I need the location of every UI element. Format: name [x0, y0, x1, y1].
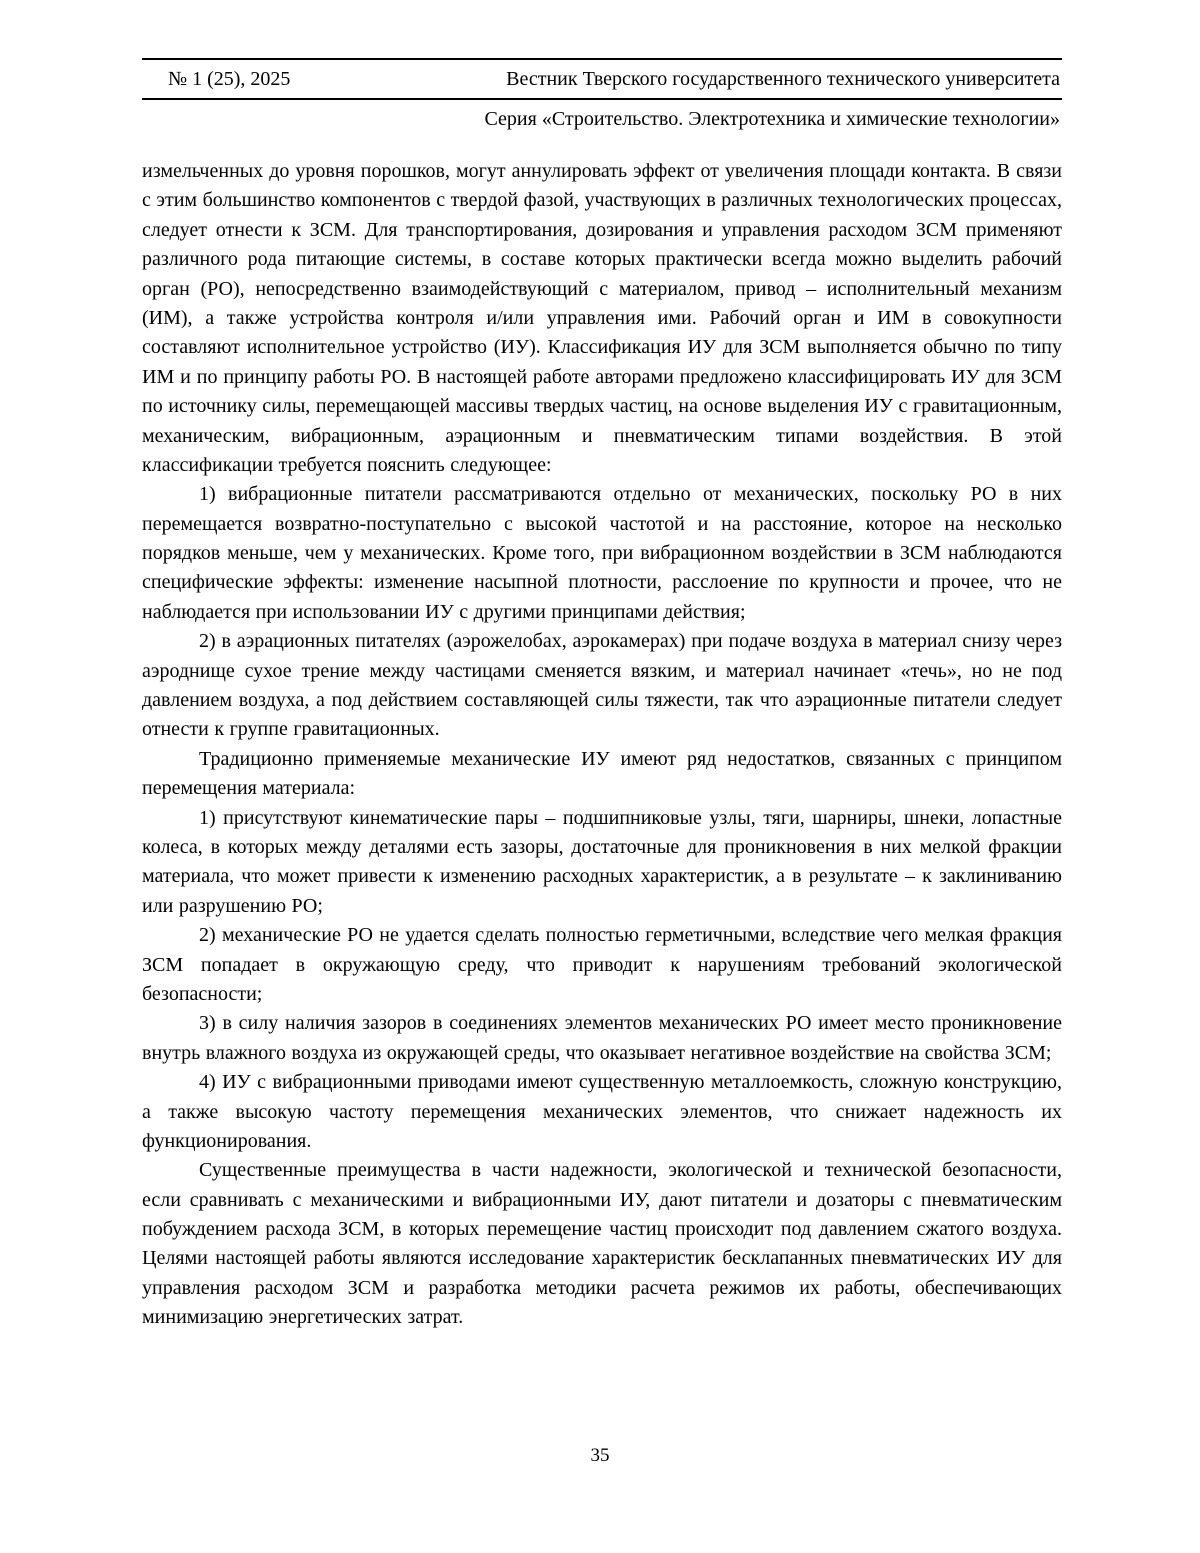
paragraph: 1) вибрационные питатели рассматриваются отдельно от механических, поскольку РО в них перемещается возвратно-поступательно с высокой частотой и на расстояние, которое на несколько порядков меньше, чем у механических. Кроме того, при вибрационном воздействии в ЗСМ наблюдаются специфические эффекты: изменение насыпной плотности, расслоение по крупности и прочее, что не наблюдается при использовании ИУ с другими принципами действия; — [142, 483, 1062, 623]
journal-series-row — [142, 100, 1062, 131]
page-number: 35 — [590, 1445, 610, 1466]
paragraph: 2) механические РО не удается сделать полностью герметичными, вследствие чего мелкая фракция ЗСМ попадает в окружающую среду, что приводит к нарушениям требований экологической безопасности; — [142, 924, 1062, 1005]
paragraph: 1) присутствуют кинематические пары – подшипниковые узлы, тяги, шарниры, шнеки, лопастные колеса, в которых между деталями есть зазоры, достаточные для проникновения в них мелкой фракции материала, что может привести к изменению расходных характеристик, а в результате – к заклиниванию или разрушению РО; — [142, 806, 1062, 917]
paragraph: Традиционно применяемые механические ИУ имеют ряд недостатков, связанных с принципом перемещения материала: — [142, 747, 1062, 800]
page-footer — [0, 1445, 1200, 1467]
paragraph: Существенные преимущества в части надежности, экологической и технической безопасности, если сравнивать с механическими и вибрационными ИУ, дают питатели и дозаторы с пневматическим побуждением расхода ЗСМ, в которых перемещение частиц происходит под давлением сжатого воздуха. Целями настоящей работы являются исследование характеристик бесклапанных пневматических ИУ для управления расходом ЗСМ и разработка методики расчета режимов их работы, обеспечивающих минимизацию энергетических затрат. — [142, 1159, 1062, 1329]
article-body — [142, 157, 1062, 1333]
journal-series: Серия «Строительство. Электротехника и химические технологии» — [484, 108, 1060, 130]
journal-title: Вестник Тверского государственного технического университета — [506, 68, 1060, 90]
issue-number: № 1 (25), 2025 — [168, 68, 291, 90]
paragraph: 4) ИУ с вибрационными приводами имеют существенную металлоемкость, сложную конструкцию, а также высокую частоту перемещения механических элементов, что снижает надежность их функционирования. — [142, 1071, 1062, 1152]
paragraph: 2) в аэрационных питателях (аэрожелобах, аэрокамерах) при подаче воздуха в материал снизу через аэроднище сухое трение между частицами сменяется вязким, и материал начинает «течь», но не под давлением воздуха, а под действием составляющей силы тяжести, так что аэрационные питатели следует отнести к группе гравитационных. — [142, 630, 1062, 741]
journal-header-row — [142, 60, 1062, 100]
paragraph: измельченных до уровня порошков, могут аннулировать эффект от увеличения площади контакта. В связи с этим большинство компонентов с твердой фазой, участвующих в различных технологических процессах, следует отнести к ЗСМ. Для транспортирования, дозирования и управления расходом ЗСМ применяют различного рода питающие системы, в составе которых практически всегда можно выделить рабочий орган (РО), непосредственно взаимодействующий с материалом, привод – исполнительный механизм (ИМ), а также устройства контроля и/или управления ими. Рабочий орган и ИМ в совокупности составляют исполнительное устройство (ИУ). Классификация ИУ для ЗСМ выполняется обычно по типу ИМ и по принципу работы РО. В настоящей работе авторами предложено классифицировать ИУ для ЗСМ по источнику силы, перемещающей массивы твердых частиц, на основе выделения ИУ с гравитационным, механическим, вибрационным, аэрационным и пневматическим типами воздействия. В этой классификации требуется пояснить следующее: — [142, 160, 1062, 476]
journal-header — [142, 58, 1062, 131]
paragraph: 3) в силу наличия зазоров в соединениях элементов механических РО имеет место проникновение внутрь влажного воздуха из окружающей среды, что оказывает негативное воздействие на свойства ЗСМ; — [142, 1012, 1062, 1064]
